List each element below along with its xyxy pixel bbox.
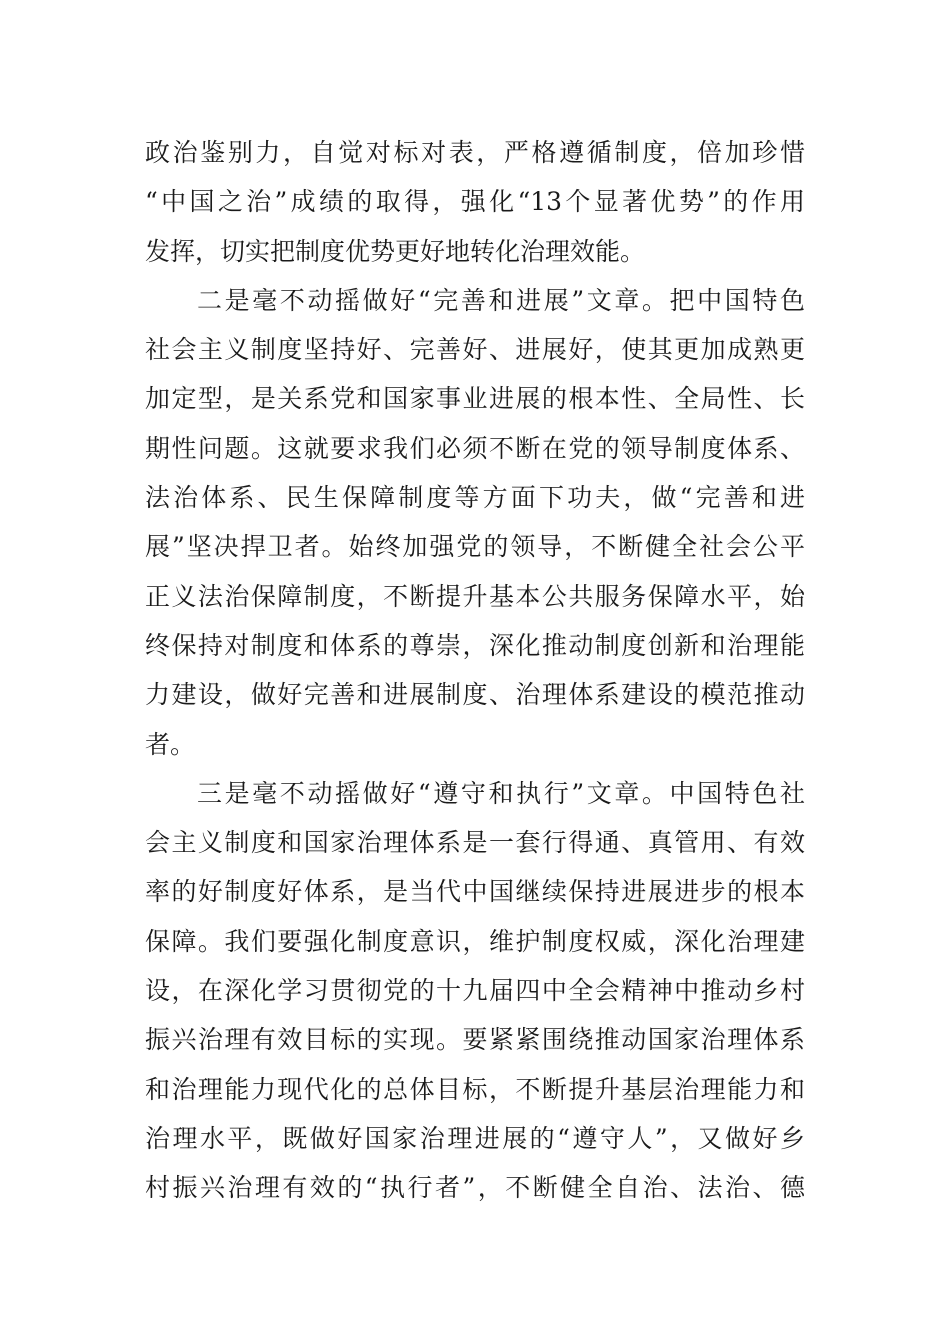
text-line: 发挥，切实把制度优势更好地转化治理效能。 bbox=[145, 236, 646, 266]
text-line: 加定型，是关系党和国家事业进展的根本性、全局性、长 bbox=[145, 384, 805, 414]
text-line: 终保持对制度和体系的尊崇，深化推动制度创新和治理能 bbox=[145, 630, 805, 660]
text-line: 期性问题。这就要求我们必须不断在党的领导制度体系、 bbox=[145, 433, 805, 463]
text-line: “中国之治”成绩的取得，强化“13个显著优势”的作用 bbox=[145, 187, 805, 217]
text-line: 保障。我们要强化制度意识，维护制度权威，深化治理建 bbox=[145, 926, 805, 956]
text-line: 力建设，做好完善和进展制度、治理体系建设的模范推动 bbox=[145, 680, 805, 710]
document-body bbox=[145, 128, 805, 1213]
text-line: 三是毫不动摇做好“遵守和执行”文章。中国特色社 bbox=[197, 778, 805, 808]
text-line: 二是毫不动摇做好“完善和进展”文章。把中国特色 bbox=[197, 285, 805, 315]
text-line: 治理水平，既做好国家治理进展的“遵守人”，又做好乡 bbox=[145, 1123, 805, 1153]
text-line: 振兴治理有效目标的实现。要紧紧围绕推动国家治理体系 bbox=[145, 1025, 805, 1055]
text-line: 社会主义制度坚持好、完善好、进展好，使其更加成熟更 bbox=[145, 335, 805, 365]
text-line: 正义法治保障制度，不断提升基本公共服务保障水平，始 bbox=[145, 581, 805, 611]
text-line: 和治理能力现代化的总体目标，不断提升基层治理能力和 bbox=[145, 1074, 805, 1104]
text-line: 政治鉴别力，自觉对标对表，严格遵循制度，倍加珍惜 bbox=[145, 138, 805, 167]
text-line: 设，在深化学习贯彻党的十九届四中全会精神中推动乡村 bbox=[145, 976, 805, 1006]
text-line: 者。 bbox=[145, 729, 196, 759]
text-line: 率的好制度好体系，是当代中国继续保持进展进步的根本 bbox=[145, 877, 805, 907]
text-line: 展”坚决捍卫者。始终加强党的领导，不断健全社会公平 bbox=[145, 532, 805, 562]
text-line: 村振兴治理有效的“执行者”，不断健全自治、法治、德 bbox=[145, 1173, 805, 1203]
text-line: 法治体系、民生保障制度等方面下功夫，做“完善和进 bbox=[145, 483, 805, 513]
text-line: 会主义制度和国家治理体系是一套行得通、真管用、有效 bbox=[145, 828, 805, 858]
